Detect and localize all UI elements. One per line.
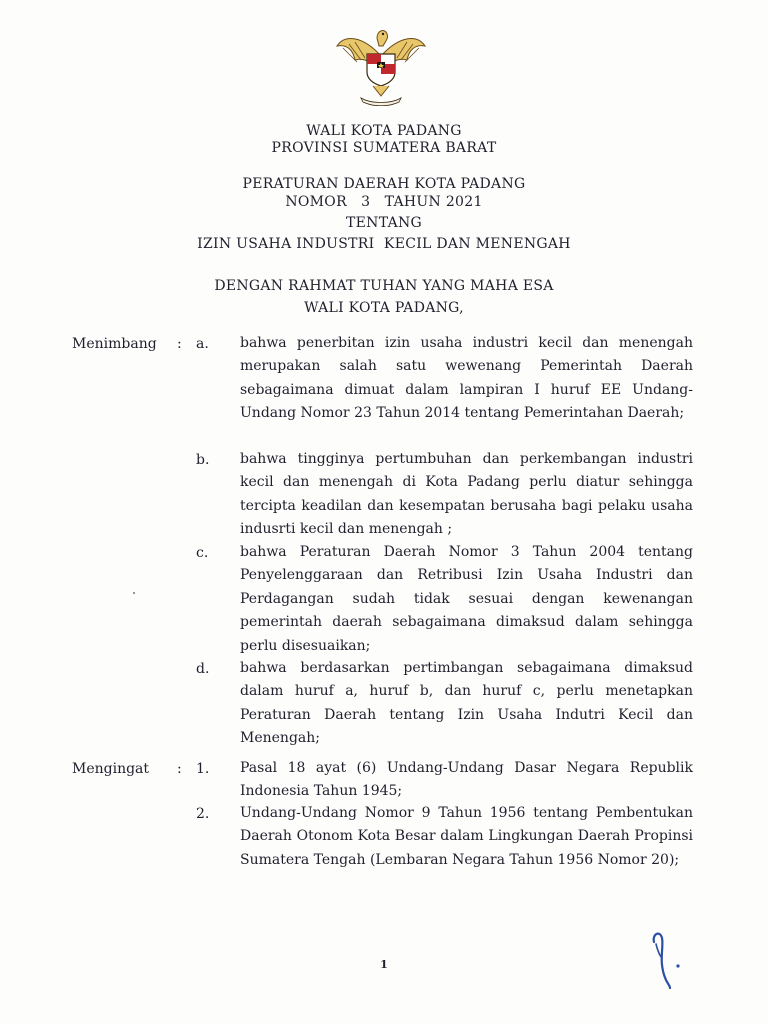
menimbang-item-b: bahwa tingginya pertumbuhan dan perkembangan industri kecil dan menengah di Kota Padang perlu diatur sehingga tercipta keadilan dan kesempatan berusaha bagi pelaku usaha indusrti kecil dan menengah ; bbox=[240, 451, 693, 538]
regulation-about: TENTANG bbox=[345, 215, 423, 231]
mengingat-marker-2: 2. bbox=[196, 806, 210, 822]
regulation-number: NOMOR 3 TAHUN 2021 bbox=[285, 194, 483, 210]
menimbang-marker-a: a. bbox=[196, 336, 209, 352]
mengingat-item-1: Pasal 18 ayat (6) Undang-Undang Dasar Negara Republik Indonesia Tahun 1945; bbox=[240, 760, 693, 800]
mengingat-label: Mengingat bbox=[72, 761, 150, 777]
menimbang-colon: : bbox=[177, 336, 182, 352]
opening-issuer: WALI KOTA PADANG, bbox=[304, 300, 464, 316]
garuda-emblem-icon bbox=[333, 16, 429, 106]
opening-line: DENGAN RAHMAT TUHAN YANG MAHA ESA bbox=[214, 278, 554, 294]
menimbang-marker-c: c. bbox=[196, 545, 209, 561]
menimbang-item-a: bahwa penerbitan izin usaha industri kecil dan menengah merupakan salah satu wewenang Pemerintah Daerah sebagaimana dimuat dalam lampiran I huruf EE Undang-Undang Nomor 23 Tahun 2014 tentang Pemerintahan Daerah; bbox=[240, 335, 693, 422]
province-title: PROVINSI SUMATERA BARAT bbox=[271, 140, 497, 156]
issuer-title: WALI KOTA PADANG bbox=[306, 123, 462, 139]
mengingat-marker-1: 1. bbox=[196, 761, 210, 777]
mengingat-item-2: Undang-Undang Nomor 9 Tahun 1956 tentang Pembentukan Daerah Otonom Kota Besar dalam Lingkungan Daerah Propinsi Sumatera Tengah (Lembaran Negara Tahun 1956 Nomor 20); bbox=[240, 805, 693, 868]
page-number: 1 bbox=[380, 958, 388, 971]
mengingat-colon: : bbox=[177, 761, 182, 777]
menimbang-marker-d: d. bbox=[196, 661, 210, 677]
menimbang-item-c: bahwa Peraturan Daerah Nomor 3 Tahun 2004 tentang Penyelenggaraan dan Retribusi Izin Usaha Industri dan Perdagangan sudah tidak sesuai dengan kewenangan pemerintah daerah sebagaimana dimaksud dalam sehingga perlu disesuaikan; bbox=[240, 544, 693, 654]
regulation-subject: IZIN USAHA INDUSTRI KECIL DAN MENENGAH bbox=[197, 236, 571, 252]
menimbang-label: Menimbang bbox=[72, 336, 157, 352]
initial-signature-icon bbox=[640, 922, 690, 992]
menimbang-marker-b: b. bbox=[196, 452, 210, 468]
regulation-title: PERATURAN DAERAH KOTA PADANG bbox=[242, 176, 526, 192]
menimbang-item-d: bahwa berdasarkan pertimbangan sebagaimana dimaksud dalam huruf a, huruf b, dan huruf c, perlu menetapkan Peraturan Daerah tentang Izin Usaha Indutri Kecil dan Menengah; bbox=[240, 660, 693, 747]
scan-speck bbox=[133, 592, 135, 594]
